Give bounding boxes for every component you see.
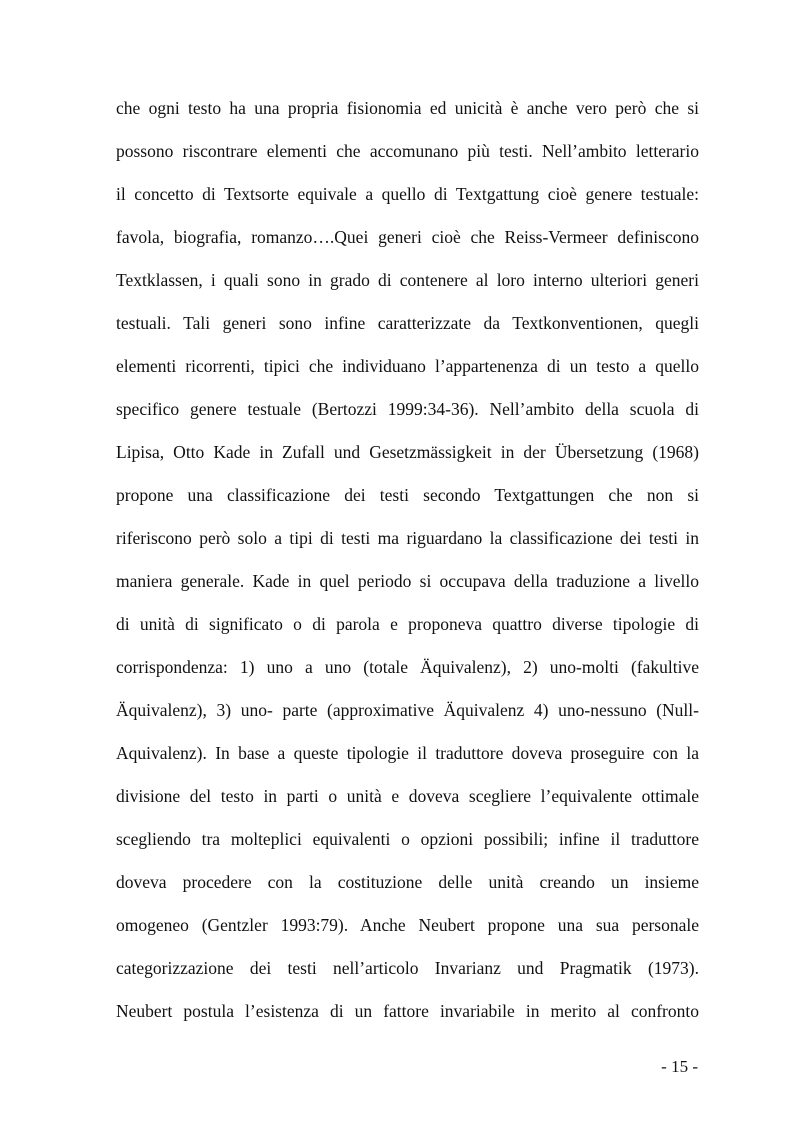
body-line: omogeneo (Gentzler 1993:79). Anche Neubert propone una sua personale	[116, 915, 699, 935]
body-line: propone una classificazione dei testi secondo Textgattungen che non si	[116, 485, 699, 505]
body-line: che ogni testo ha una propria fisionomia ed unicità è anche vero però che si	[116, 98, 699, 118]
page-number: - 15 -	[661, 1057, 698, 1076]
body-line: Aquivalenz). In base a queste tipologie il traduttore doveva proseguire con la	[116, 743, 699, 763]
body-line: categorizzazione dei testi nell’articolo Invarianz und Pragmatik (1973).	[116, 958, 699, 978]
body-line: Lipisa, Otto Kade in Zufall und Gesetzmässigkeit in der Übersetzung (1968)	[116, 442, 699, 462]
body-line: Neubert postula l’esistenza di un fattore invariabile in merito al confronto	[116, 1001, 699, 1021]
body-line: corrispondenza: 1) uno a uno (totale Äquivalenz), 2) uno-molti (fakultive	[116, 657, 699, 677]
body-line: Äquivalenz), 3) uno- parte (approximative Äquivalenz 4) uno-nessuno (Null-	[116, 700, 699, 720]
body-line: riferiscono però solo a tipi di testi ma riguardano la classificazione dei testi in	[116, 528, 699, 548]
body-line: il concetto di Textsorte equivale a quello di Textgattung cioè genere testuale:	[116, 184, 699, 204]
body-line: Textklassen, i quali sono in grado di contenere al loro interno ulteriori generi	[116, 270, 699, 290]
body-line: favola, biografia, romanzo….Quei generi cioè che Reiss-Vermeer definiscono	[116, 227, 699, 247]
body-line: elementi ricorrenti, tipici che individuano l’appartenenza di un testo a quello	[116, 356, 699, 376]
body-line: scegliendo tra molteplici equivalenti o opzioni possibili; infine il traduttore	[116, 829, 699, 849]
body-line: specifico genere testuale (Bertozzi 1999:34-36). Nell’ambito della scuola di	[116, 399, 699, 419]
body-line: doveva procedere con la costituzione delle unità creando un insieme	[116, 872, 699, 892]
body-line: possono riscontrare elementi che accomunano più testi. Nell’ambito letterario	[116, 141, 699, 161]
body-line: di unità di significato o di parola e proponeva quattro diverse tipologie di	[116, 614, 699, 634]
body-line: maniera generale. Kade in quel periodo si occupava della traduzione a livello	[116, 571, 699, 591]
body-line: testuali. Tali generi sono infine caratterizzate da Textkonventionen, quegli	[116, 313, 699, 333]
body-line: divisione del testo in parti o unità e doveva scegliere l’equivalente ottimale	[116, 786, 699, 806]
